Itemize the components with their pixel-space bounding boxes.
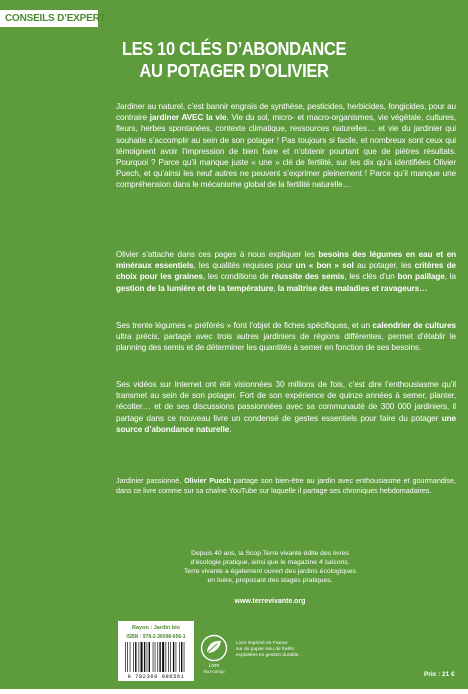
eco-book-logo (198, 634, 230, 678)
publisher-line: Terre vivante a également ouvert des jardins écologiques (184, 568, 356, 575)
author-name: Olivier Puech (184, 476, 231, 485)
publisher-line: Depuis 40 ans, la Scop Terre vivante édite des livres (191, 550, 349, 557)
barcode-bar (181, 642, 182, 672)
text-emphasis: calendrier de cultures (372, 321, 456, 330)
paragraph-calendar (116, 320, 456, 354)
barcode-bar (179, 642, 180, 672)
magazine-name: 4 saisons (318, 559, 348, 566)
paragraph-videos (116, 379, 456, 435)
paragraph-keys (116, 249, 456, 294)
barcode-number: 9 782360 986561 (127, 673, 185, 680)
text-emphasis: un « bon » sol (295, 261, 354, 271)
barcode-bar (166, 642, 167, 672)
eco-logo-line-2: éco-conçu (203, 669, 225, 674)
title-line-1: LES 10 CLÉS D’ABONDANCE (121, 39, 347, 59)
paragraph-intro (116, 101, 456, 191)
website-link[interactable]: www.terrevivante.org (234, 598, 306, 605)
text-run: Ses trente légumes « préférés » font l’objet de fiches spécifiques, et un (116, 321, 373, 330)
text-run: Olivier s’attache dans ces pages à nous expliquer les (116, 250, 319, 259)
text-run: , les clés d’un (344, 272, 398, 282)
text-run: , les conditions de (202, 272, 272, 282)
series-tag: CONSEILS D’EXPERT (0, 10, 98, 27)
title-line-2: AU POTAGER D’OLIVIER (139, 61, 329, 81)
text-run: Ses vidéos sur Internet ont été visionnées 30 millions de fois, c’est dire l’enthousiasme qu’il transmet au sein de son potager. Fort de son expérience de quinze années à semer, planter, récolter… et de ses discussions passionnées avec sa communauté de 300 000 jardiniers, il partage dans ce nouveau livre un condensé de gestes essentiels pour faire du potager (116, 380, 456, 423)
text-run: ultra précis, partagé avec trois autres jardiniers de régions différentes, permet d’établir le planning des semis et de déterminer les quantités à semer en fonction de ses besoins. (116, 332, 456, 353)
text-run: . Vie du sol, micro- et macro-organismes, vie végétale, cultures, fleurs, herbes spontanées, contexte climatique, ressources naturelles… et vie du jardinier qui souhaite s’accomplir au sein de son potager ! Pas toujours si facile, et nombreux sont ceux qui témoignent avoir l’impression de bien faire et n’obtenir pourtant que de piètres résultats. Pourquoi ? Parce qu’il manque juste « une » clé de fertilité, sur les dix qu’a identifiées Olivier Puech, et qu’ainsi les neuf autres ne peuvent s’exprimer pleinement ! Parce qu’il manque une compréhension dans le mécanisme global de la fertilité naturelle… (116, 113, 457, 190)
text-run: , (273, 283, 278, 293)
text-emphasis: jardiner AVEC la vie (149, 113, 227, 123)
publisher-info (150, 549, 390, 585)
text-run: d’écologie pratique, ainsi que le magazine (190, 559, 319, 566)
text-emphasis: bon paillage (397, 272, 445, 282)
barcode-bar (153, 642, 154, 672)
text-run: Jardinier passionné, (116, 476, 185, 485)
text-run: . (347, 559, 350, 566)
publisher-line: en Isère, proposant des stages pratiques. (207, 577, 333, 584)
author-bio (116, 476, 456, 496)
barcode-bar (173, 642, 174, 672)
barcode-bar (127, 642, 128, 672)
barcode-bar (139, 642, 140, 672)
text-run: partage son bien-être au jardin avec enthousiasme et gourmandise, dans ce livre comme sur sa chaîne YouTube sur laquelle il partage ses chroniques hebdomadaires. (116, 476, 456, 495)
price-label: Prix : 21 € (424, 671, 455, 678)
publisher-line (150, 558, 390, 567)
eco-note-line: exploitées en gestion durable. (236, 653, 300, 659)
isbn-label: ISBN : 978-2-36098-656-1 (126, 634, 186, 640)
text-emphasis: une source d’abondance naturelle (116, 413, 456, 434)
barcode-bar (133, 642, 134, 672)
text-emphasis: réussite des semis (271, 272, 345, 282)
eco-print-note (236, 641, 326, 660)
text-emphasis: besoins des légumes en eau et en minéraux essentiels (116, 250, 456, 271)
barcode-bar (125, 642, 126, 672)
barcode-bar (147, 642, 148, 672)
barcode-bar (176, 642, 177, 672)
text-run: , la (444, 272, 456, 282)
barcode-bar (141, 642, 143, 672)
rayon-label: Rayon : Jardin bio (132, 625, 180, 631)
barcode-bar (184, 642, 185, 672)
barcode-bar (144, 642, 145, 672)
text-emphasis: critères de choix pour les graines (116, 261, 456, 282)
book-title (56, 38, 413, 82)
text-emphasis: la maîtrise des maladies et ravageurs… (277, 283, 428, 293)
barcode-bar (168, 642, 169, 672)
barcode-image (125, 642, 189, 672)
barcode-bar (162, 642, 164, 672)
text-run: . (229, 424, 232, 434)
text-run: , les qualités requises pour (193, 261, 296, 271)
text-run: Jardiner au naturel, c’est bannir engrais de synthèse, pesticides, herbicides, fongicides, pour au contraire (116, 102, 456, 123)
eco-note-line: Livre imprimé en France (236, 641, 288, 646)
eco-note-line: sur du papier issu de forêts (236, 647, 294, 653)
barcode-bar (130, 642, 131, 672)
barcode-bar (170, 642, 171, 672)
barcode-box (118, 621, 194, 681)
text-run: au potager, les (353, 261, 415, 271)
barcode-bar (155, 642, 156, 672)
barcode-bar (149, 642, 150, 672)
barcode-bar (135, 642, 136, 672)
barcode-bar (157, 642, 158, 672)
eco-logo-line-1: Livre (208, 663, 220, 669)
barcode-bar (159, 642, 160, 672)
text-emphasis: gestion de la lumière et de la température (116, 283, 274, 293)
